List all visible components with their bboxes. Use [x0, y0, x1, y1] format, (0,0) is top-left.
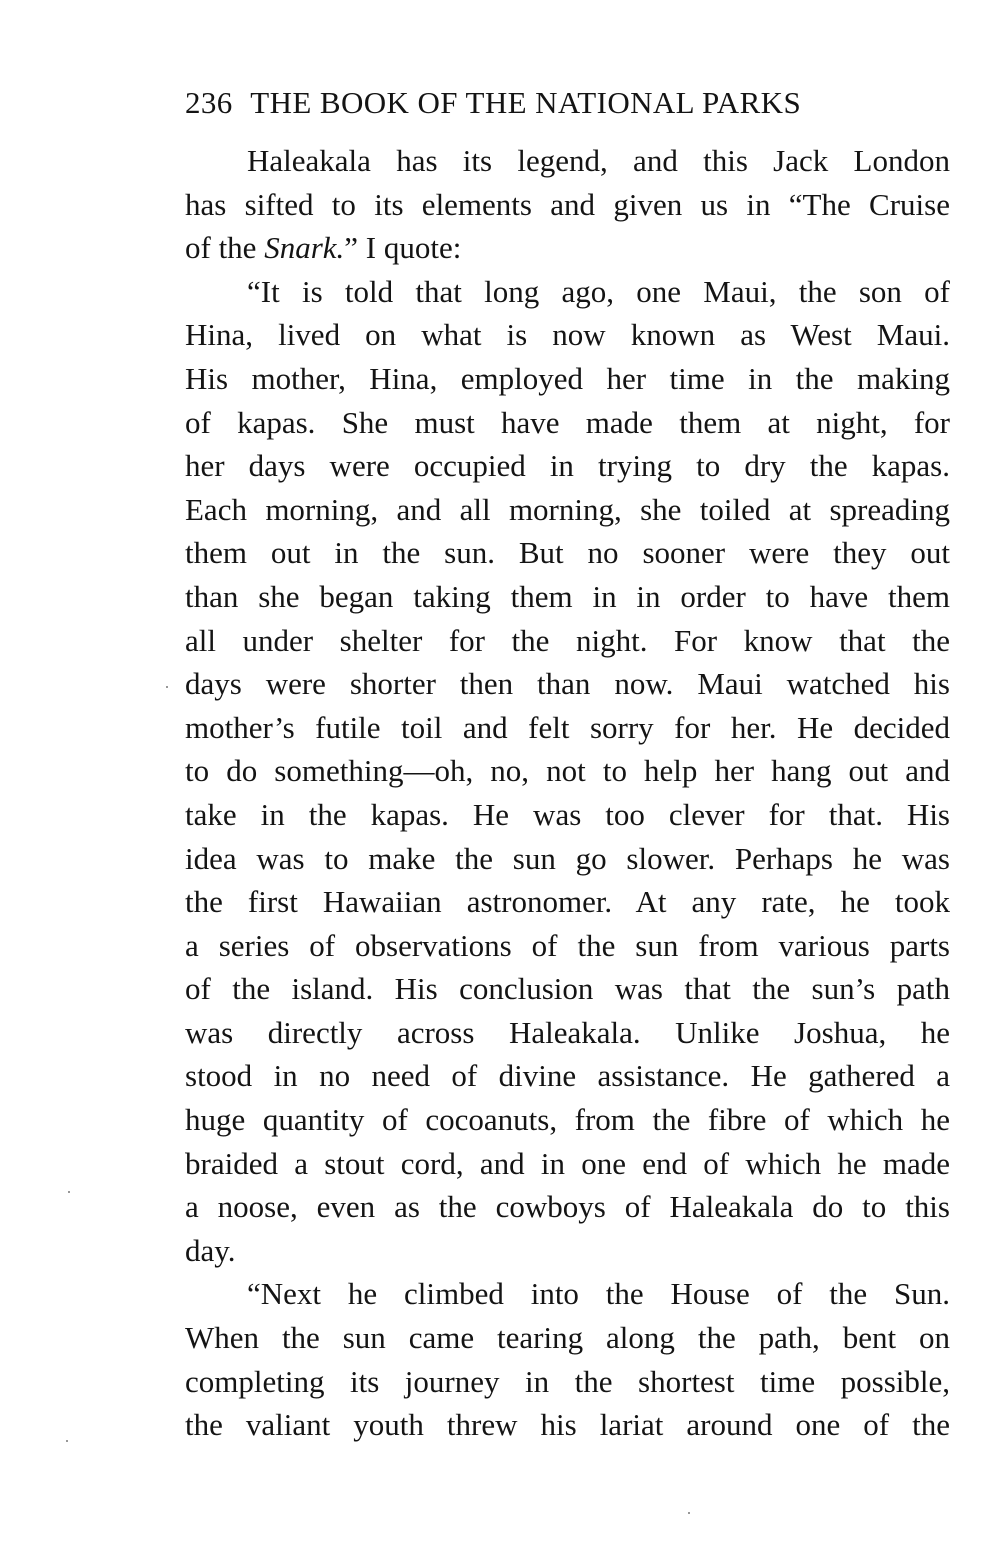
text-line: the valiant youth threw his lariat around one of the	[185, 1407, 950, 1443]
text-line: to do something—oh, no, not to help her hang out and	[185, 753, 950, 789]
text-line: has sifted to its elements and given us in “The Cruise	[185, 186, 950, 222]
running-head	[185, 78, 950, 128]
text-run: ” I quote:	[344, 230, 462, 266]
text-line: day.	[185, 1232, 236, 1268]
text-line	[185, 226, 950, 270]
text-line: than she began taking them in in order to have them	[185, 578, 950, 614]
text-line: “It is told that long ago, one Maui, the son of	[247, 273, 950, 309]
text-line: all under shelter for the night. For know that the	[185, 622, 950, 658]
text-line: the first Hawaiian astronomer. At any rate, he took	[185, 884, 950, 920]
text-line: mother’s futile toil and felt sorry for her. He decided	[185, 709, 950, 745]
text-line: her days were occupied in trying to dry the kapas.	[185, 448, 950, 484]
text-line: Hina, lived on what is now known as West Maui.	[185, 317, 950, 353]
text-line: braided a stout cord, and in one end of which he made	[185, 1145, 950, 1181]
scan-speck	[166, 686, 168, 688]
text-line: When the sun came tearing along the path, bent on	[185, 1320, 950, 1356]
text-line: Haleakala has its legend, and this Jack London	[247, 143, 950, 178]
text-line: a series of observations of the sun from various parts	[185, 927, 950, 963]
book-title-italic: Snark.	[264, 230, 345, 266]
scan-speck	[688, 1512, 690, 1514]
text-line: huge quantity of cocoanuts, from the fibre of which he	[185, 1102, 950, 1138]
text-line: of the island. His conclusion was that the sun’s path	[185, 971, 950, 1007]
text-run: of the	[185, 230, 265, 266]
scan-speck	[68, 1191, 70, 1193]
text-line: take in the kapas. He was too clever for that. His	[185, 796, 950, 832]
page-number: 236	[185, 85, 233, 120]
text-line: His mother, Hina, employed her time in the making	[185, 360, 950, 396]
book-title: THE BOOK OF THE NATIONAL PARKS	[250, 85, 802, 120]
scan-speck	[66, 1440, 68, 1442]
text-line: “Next he climbed into the House of the Sun.	[247, 1276, 950, 1312]
text-line: days were shorter then than now. Maui watched his	[185, 666, 950, 702]
text-line: completing its journey in the shortest time possible,	[185, 1363, 950, 1399]
text-line: was directly across Haleakala. Unlike Joshua, he	[185, 1014, 950, 1050]
text-line: a noose, even as the cowboys of Haleakala do to this	[185, 1189, 950, 1225]
text-line: Each morning, and all morning, she toiled at spreading	[185, 491, 950, 527]
body-text	[185, 139, 950, 1447]
text-line: of kapas. She must have made them at night, for	[185, 404, 950, 440]
text-line: them out in the sun. But no sooner were they out	[185, 535, 950, 571]
text-line: stood in no need of divine assistance. He gathered a	[185, 1058, 950, 1094]
text-line: idea was to make the sun go slower. Perhaps he was	[185, 840, 950, 876]
